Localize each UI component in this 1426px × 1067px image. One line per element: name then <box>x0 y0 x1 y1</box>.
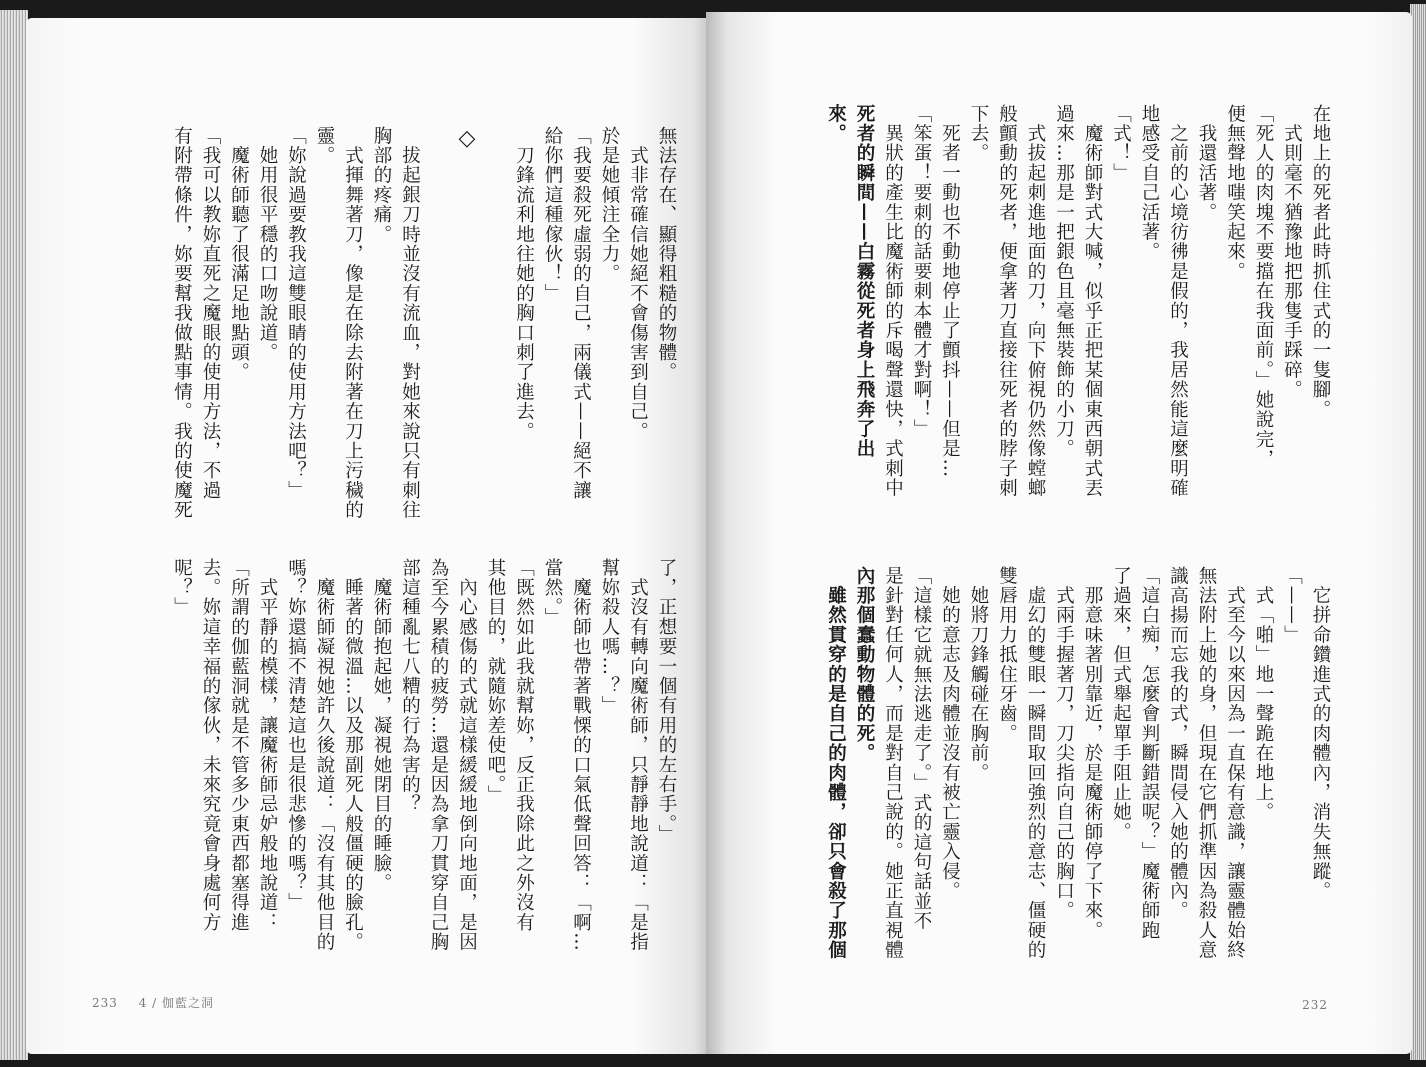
text-line: 識高揚而忘我的式，瞬間侵入她的體內。 <box>1167 566 1189 921</box>
text-line: 它拼命鑽進式的肉體內，消失無蹤。 <box>1310 566 1331 901</box>
right-page-bottom-text <box>754 566 1334 1036</box>
text-line: 去。妳這幸福的傢伙，未來究竟會身處何方 <box>200 558 221 933</box>
text-line: 魔術師對式大喊，似乎正把某個東西朝式丟 <box>1082 104 1103 498</box>
text-line: 式拔起刺進地面的刀，向下俯視仍然像螳螂 <box>1025 104 1046 498</box>
text-line: 呢？」 <box>171 558 193 618</box>
text-line: 般顫動的死者，便拿著刀直接往死者的脖子刺 <box>996 104 1018 498</box>
text-line: 內心感傷的式就這樣緩緩地倒向地面，是因 <box>456 558 478 952</box>
left-page-number <box>92 994 214 1011</box>
text-line: 她將刀鋒觸碰在胸前。 <box>968 566 989 783</box>
text-line: 死者的瞬間——白霧從死者身上飛奔了出 <box>854 104 875 459</box>
text-line: 部這種亂七八糟的行為害的？ <box>399 558 421 815</box>
text-line: 地感受自己活著。 <box>1139 104 1160 262</box>
text-line: 式平靜的模樣，讓魔術師忌妒般地說道： <box>257 558 278 933</box>
page-number-233: 233 <box>92 996 118 1010</box>
text-line: 魔術師抱起她，凝視她閉目的睡臉。 <box>371 558 392 893</box>
text-line: 內那個蠢動物體的死。 <box>854 566 875 763</box>
text-line: 為至今累積的疲勞…還是因為拿刀貫穿自己胸 <box>428 558 449 952</box>
text-line: 「式！」 <box>1110 104 1132 183</box>
text-line: 有附帶條件，妳要幫我做點事情。我的使魔死 <box>171 126 193 520</box>
text-line: 「我可以教妳直死之魔眼的使用方法，不過 <box>200 126 221 501</box>
text-line: 了過來，但式舉起單手阻止她。 <box>1110 566 1132 842</box>
text-line: 虛幻的雙眼一瞬間取回強烈的意志、僵硬的 <box>1025 566 1046 960</box>
text-line: 「既然如此我就幫妳，反正我除此之外沒有 <box>513 558 535 933</box>
text-line: 式兩手握著刀，刀尖指向自己的胸口。 <box>1053 566 1075 921</box>
text-line: 幫妳殺人嗎…？」 <box>599 558 620 716</box>
text-line: 她用很平穩的口吻說道。 <box>257 126 278 363</box>
text-line: 那意味著別靠近，於是魔術師停了下來。 <box>1082 566 1103 941</box>
left-page <box>26 18 714 1054</box>
text-line: 來。 <box>825 104 847 144</box>
text-line: 式「啪」地一聲跪在地上。 <box>1253 566 1274 823</box>
text-line: 「這白痴，怎麼會判斷錯誤呢？」魔術師跑 <box>1139 566 1160 941</box>
text-line: 刀鋒流利地往她的胸口刺了進去。 <box>513 126 535 442</box>
text-line: 睡著的微溫…以及那副死人般僵硬的臉孔。 <box>342 558 364 952</box>
text-line: 我還活著。 <box>1196 104 1217 223</box>
text-line: 「——」 <box>1281 566 1303 645</box>
text-line: 了，正想要一個有用的左右手。」 <box>656 558 677 845</box>
text-line: 便無聲地嗤笑起來。 <box>1224 104 1246 282</box>
text-line: 異狀的產生比魔術師的斥喝聲還快，式刺中 <box>882 104 904 498</box>
text-line: 「死人的肉塊不要擋在我面前。」她說完， <box>1253 104 1274 470</box>
text-line: 式則毫不猶豫地把那隻手踩碎。 <box>1281 104 1303 400</box>
text-line: 雖然貫穿的是自己的肉體，卻只會殺了那個 <box>825 566 847 960</box>
text-line: 無法附上她的身，但現在它們抓準因為殺人意 <box>1196 566 1217 960</box>
text-line: 魔術師聽了很滿足地點頭。 <box>228 126 250 383</box>
right-page <box>706 12 1412 1054</box>
text-line: ◇ <box>454 126 480 153</box>
text-line: 魔術師凝視她許久後說道：「沒有其他目的 <box>314 558 335 952</box>
text-line: 「我要殺死虛弱的自己，兩儀式——絕不讓 <box>570 126 592 501</box>
text-line <box>424 126 453 596</box>
text-line: 無法存在、顯得粗糙的物體。 <box>656 126 677 383</box>
text-line: 拔起銀刀時並沒有流血，對她來說只有刺往 <box>399 126 421 520</box>
text-line: 其他目的，就隨妳差使吧。」 <box>485 558 506 805</box>
text-line: 靈。 <box>314 126 335 166</box>
text-line: 式非常確信她絕不會傷害到自己。 <box>627 126 649 442</box>
book-edge-left <box>0 10 28 1060</box>
text-line: 給你們這種傢伙！」 <box>542 126 563 304</box>
text-line: 當然。」 <box>542 558 563 628</box>
running-head: 4 / 伽藍之洞 <box>138 996 215 1010</box>
right-page-number <box>1302 998 1328 1012</box>
text-line: 她的意志及肉體並沒有被亡靈入侵。 <box>939 566 961 901</box>
text-line: 「所謂的伽藍洞就是不管多少東西都塞得進 <box>228 558 250 933</box>
right-page-top-text <box>754 104 1334 574</box>
text-line: 過來…那是一把銀色且毫無裝飾的小刀。 <box>1053 104 1075 459</box>
text-line: 「這樣它就無法逃走了。」式的這句話並不 <box>911 566 932 932</box>
text-line: 於是她傾注全力。 <box>599 126 620 284</box>
text-line: 下去。 <box>968 104 989 164</box>
text-line: 在地上的死者此時抓住式的一隻腳。 <box>1310 104 1331 420</box>
text-line: 是針對任何人，而是對自己說的。她正直視體 <box>882 566 904 960</box>
text-line: 死者一動也不動地停止了顫抖——但是… <box>939 104 961 479</box>
book-edge-right <box>1410 4 1426 1060</box>
text-line: 魔術師也帶著戰慄的口氣低聲回答：「啊… <box>570 558 592 952</box>
text-line <box>481 126 510 596</box>
text-line: 之前的心境彷彿是假的，我居然能這麼明確 <box>1167 104 1189 498</box>
text-line: 嗎？妳還搞不清楚這也是很悲慘的嗎？」 <box>285 558 307 913</box>
left-page-top-text <box>80 126 680 596</box>
page-number-232: 232 <box>1302 998 1328 1012</box>
text-line: 式揮舞著刀，像是在除去附著在刀上污穢的 <box>342 126 364 520</box>
left-page-bottom-text <box>80 558 680 1028</box>
text-line: 「笨蛋！要刺的話要刺本體才對啊！」 <box>911 104 932 439</box>
text-line: 「妳說過要教我這雙眼睛的使用方法吧？」 <box>285 126 307 501</box>
text-line: 雙唇用力抵住牙齒。 <box>996 566 1018 744</box>
text-line: 式至今以來因為一直保有意識，讓靈體始終 <box>1224 566 1246 960</box>
text-line: 胸部的疼痛。 <box>371 126 392 245</box>
text-line: 式沒有轉向魔術師，只靜靜地說道：「是指 <box>627 558 649 952</box>
